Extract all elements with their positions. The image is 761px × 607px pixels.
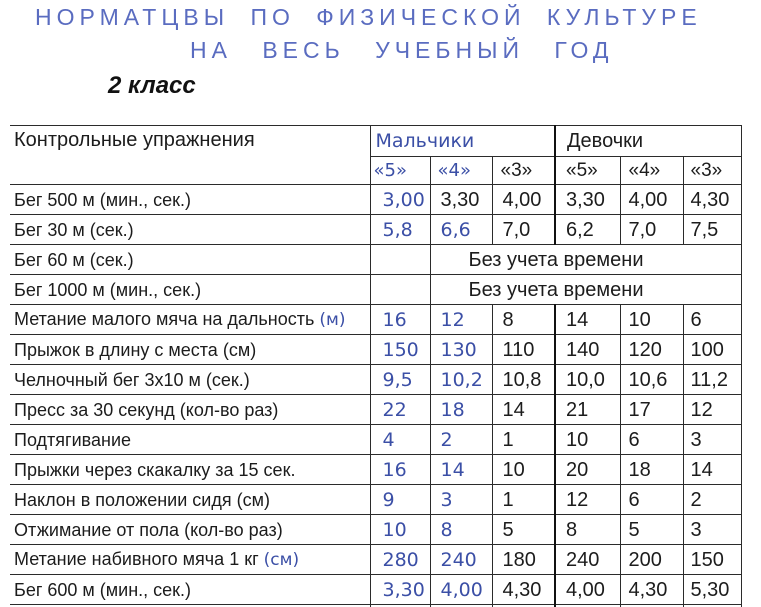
exercise-name: Прыжок в длину с места (см) — [14, 339, 257, 360]
girls-mark-3-value: 14 — [683, 455, 741, 485]
table-row — [10, 305, 741, 335]
title-line-2: НА ВЕСЬ УЧЕБНЫЙ ГОД — [190, 37, 614, 63]
table-row — [10, 455, 741, 485]
exercise-cell — [10, 515, 370, 545]
boys-mark-5-value: 3,30 — [370, 575, 430, 605]
exercise-name: Бег 500 м (мин., сек.) — [14, 189, 192, 210]
standards-table-frame — [10, 124, 743, 607]
boys-mark-5-value: 280 — [370, 545, 430, 575]
exercise-cell — [10, 485, 370, 515]
exercise-cell — [10, 365, 370, 395]
boys-mark-5-value: 9 — [370, 485, 430, 515]
exercise-cell — [10, 275, 370, 305]
girls-mark-5-value: 3,30 — [555, 185, 620, 215]
girls-mark-3-value: 150 — [683, 545, 741, 575]
table-row — [10, 275, 741, 305]
girls-mark-3: «3» — [683, 157, 741, 185]
girls-mark-4-value: 10 — [620, 305, 683, 335]
girls-mark-5-value: 14 — [555, 305, 620, 335]
girls-mark-3-value: 5,30 — [683, 575, 741, 605]
boys-mark-3-value: 8 — [492, 305, 555, 335]
boys-mark-4-value: 3 — [430, 485, 492, 515]
header-row — [10, 126, 741, 157]
boys-mark-4-value: 18 — [430, 395, 492, 425]
exercise-name: Бег 30 м (сек.) — [14, 219, 134, 240]
exercise-cell — [10, 245, 370, 275]
girls-mark-5-value: 240 — [555, 545, 620, 575]
header-boys: Мальчики — [370, 126, 555, 157]
boys-mark-5-value: 16 — [370, 305, 430, 335]
title-line-1: НОРМАТЦВЫ ПО ФИЗИЧЕСКОЙ КУЛЬТУРЕ — [35, 4, 702, 30]
table-row — [10, 425, 741, 455]
exercise-cell — [10, 215, 370, 245]
girls-mark-3-value: 3 — [683, 515, 741, 545]
girls-mark-3-value: 2 — [683, 485, 741, 515]
table-row — [10, 575, 741, 605]
exercise-name: Наклон в положении сидя (см) — [14, 489, 270, 510]
boys-mark-4-value: 240 — [430, 545, 492, 575]
girls-mark-5-value: 6,2 — [555, 215, 620, 245]
boys-mark-4-value: 4,00 — [430, 575, 492, 605]
girls-mark-3-value: 100 — [683, 335, 741, 365]
girls-mark-4-value: 120 — [620, 335, 683, 365]
exercise-name: Бег 1000 м (мин., сек.) — [14, 279, 202, 300]
boys-mark-5-value: 150 — [370, 335, 430, 365]
girls-mark-3-value: 4,30 — [683, 185, 741, 215]
exercise-name: Метание набивного мяча 1 кг — [14, 549, 259, 569]
girls-mark-5-value: 4,00 — [555, 575, 620, 605]
exercise-cell — [10, 575, 370, 605]
table-row — [10, 485, 741, 515]
exercise-name: Метание малого мяча на дальность — [14, 309, 315, 329]
grade-heading: 2 класс — [108, 72, 196, 99]
no-time-note: Без учета времени — [430, 275, 741, 305]
girls-mark-4: «4» — [620, 157, 683, 185]
boys-mark-4-value: 14 — [430, 455, 492, 485]
boys-mark-4-value: 130 — [430, 335, 492, 365]
boys-mark-4: «4» — [430, 157, 492, 185]
girls-mark-5-value: 12 — [555, 485, 620, 515]
boys-mark-3-value: 180 — [492, 545, 555, 575]
girls-mark-3-value: 3 — [683, 425, 741, 455]
boys-mark-3: «3» — [492, 157, 555, 185]
exercise-cell — [10, 305, 370, 335]
table-row — [10, 365, 741, 395]
handwritten-unit-note: (м) — [319, 310, 346, 330]
girls-mark-4-value: 10,6 — [620, 365, 683, 395]
standards-table — [10, 125, 742, 607]
exercise-cell — [10, 185, 370, 215]
boys-mark-5-value: 5,8 — [370, 215, 430, 245]
boys-mark-5-value: 16 — [370, 455, 430, 485]
exercise-cell — [10, 425, 370, 455]
empty-cell — [370, 245, 430, 275]
exercise-name: Бег 600 м (мин., сек.) — [14, 579, 192, 600]
boys-mark-3-value: 14 — [492, 395, 555, 425]
exercise-cell — [10, 335, 370, 365]
header-exercise: Контрольные упражнения — [10, 126, 370, 185]
boys-mark-5-value: 4 — [370, 425, 430, 455]
boys-mark-3-value: 10 — [492, 455, 555, 485]
girls-mark-4-value: 4,00 — [620, 185, 683, 215]
girls-mark-5-value: 140 — [555, 335, 620, 365]
boys-mark-5: «5» — [370, 157, 430, 185]
boys-mark-4-value: 3,30 — [430, 185, 492, 215]
table-row — [10, 185, 741, 215]
girls-mark-4-value: 7,0 — [620, 215, 683, 245]
boys-mark-3-value: 1 — [492, 485, 555, 515]
girls-mark-4-value: 200 — [620, 545, 683, 575]
girls-mark-4-value: 17 — [620, 395, 683, 425]
girls-mark-3-value: 6 — [683, 305, 741, 335]
exercise-cell — [10, 455, 370, 485]
girls-mark-3-value: 12 — [683, 395, 741, 425]
girls-mark-5-value: 10,0 — [555, 365, 620, 395]
girls-mark-3-value: 11,2 — [683, 365, 741, 395]
exercise-name: Прыжки через скакалку за 15 сек. — [14, 459, 296, 480]
boys-mark-3-value: 1 — [492, 425, 555, 455]
boys-mark-4-value: 10,2 — [430, 365, 492, 395]
exercise-name: Челночный бег 3х10 м (сек.) — [14, 369, 250, 390]
boys-mark-4-value: 12 — [430, 305, 492, 335]
exercise-cell — [10, 395, 370, 425]
boys-mark-3-value: 10,8 — [492, 365, 555, 395]
empty-cell — [370, 275, 430, 305]
girls-mark-5-value: 10 — [555, 425, 620, 455]
table-row — [10, 335, 741, 365]
table-row — [10, 215, 741, 245]
exercise-cell — [10, 545, 370, 575]
boys-mark-4-value: 2 — [430, 425, 492, 455]
exercise-name: Пресс за 30 секунд (кол-во раз) — [14, 399, 279, 420]
no-time-note: Без учета времени — [430, 245, 741, 275]
girls-mark-4-value: 5 — [620, 515, 683, 545]
girls-mark-3-value: 7,5 — [683, 215, 741, 245]
table-row — [10, 245, 741, 275]
boys-mark-3-value: 5 — [492, 515, 555, 545]
table-row — [10, 515, 741, 545]
girls-mark-5-value: 21 — [555, 395, 620, 425]
boys-mark-5-value: 9,5 — [370, 365, 430, 395]
exercise-name: Бег 60 м (сек.) — [14, 249, 134, 270]
girls-mark-4-value: 6 — [620, 485, 683, 515]
table-row — [10, 545, 741, 575]
girls-mark-4-value: 6 — [620, 425, 683, 455]
boys-mark-3-value: 7,0 — [492, 215, 555, 245]
boys-mark-4-value: 6,6 — [430, 215, 492, 245]
boys-mark-3-value: 4,30 — [492, 575, 555, 605]
girls-mark-5-value: 20 — [555, 455, 620, 485]
boys-mark-5-value: 10 — [370, 515, 430, 545]
table-row — [10, 395, 741, 425]
boys-mark-3-value: 4,00 — [492, 185, 555, 215]
exercise-name: Отжимание от пола (кол-во раз) — [14, 519, 283, 540]
girls-mark-5-value: 8 — [555, 515, 620, 545]
boys-mark-5-value: 3,00 — [370, 185, 430, 215]
header-girls: Девочки — [555, 126, 741, 157]
boys-mark-3-value: 110 — [492, 335, 555, 365]
girls-mark-5: «5» — [555, 157, 620, 185]
girls-mark-4-value: 18 — [620, 455, 683, 485]
handwritten-unit-note: (см) — [263, 550, 300, 570]
exercise-name: Подтягивание — [14, 429, 132, 450]
girls-mark-4-value: 4,30 — [620, 575, 683, 605]
boys-mark-4-value: 8 — [430, 515, 492, 545]
boys-mark-5-value: 22 — [370, 395, 430, 425]
